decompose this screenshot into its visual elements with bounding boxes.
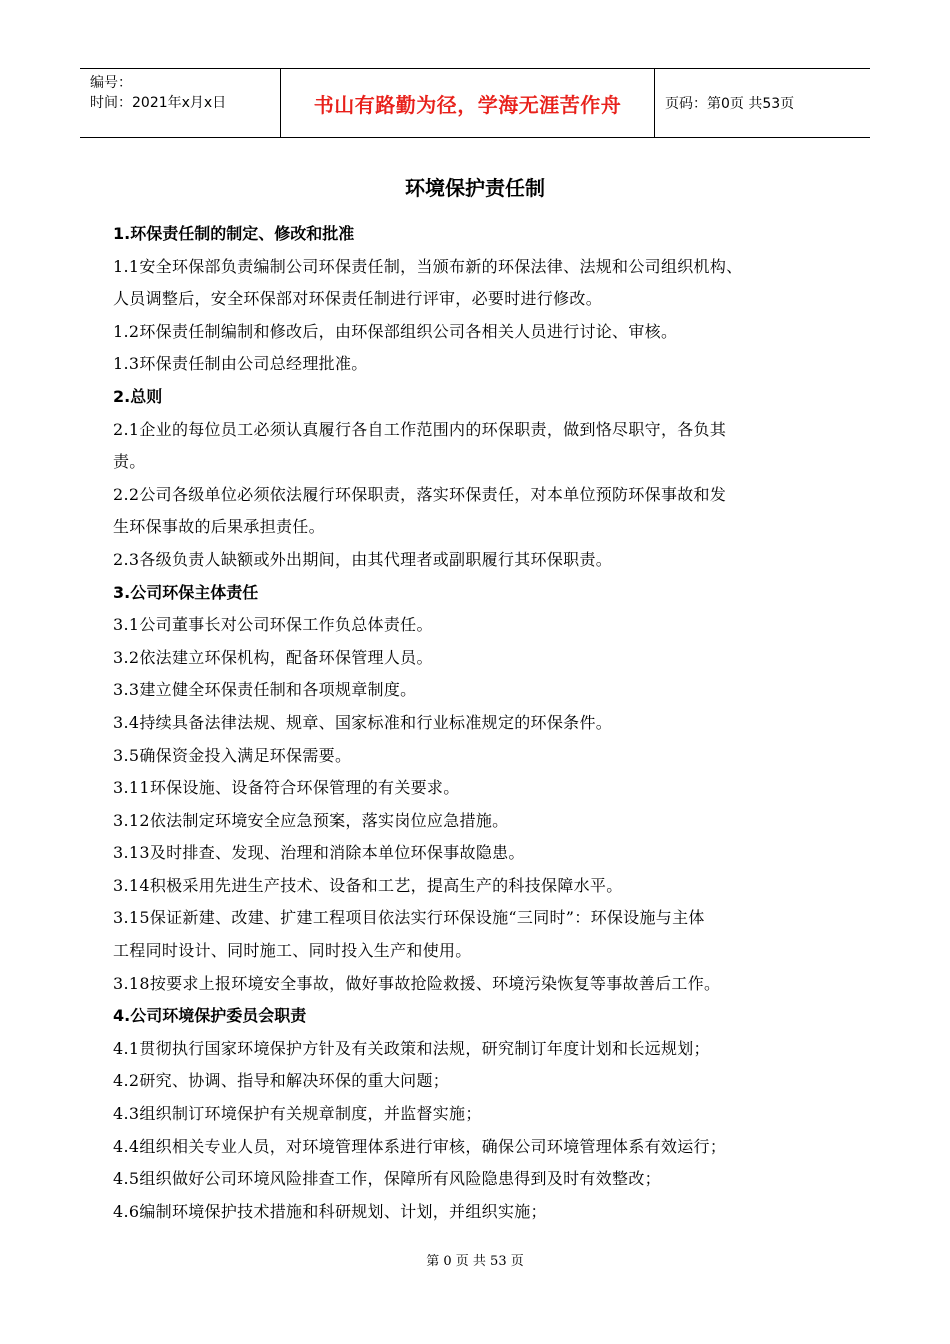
paragraph-line: 责。 [113,452,146,472]
section-heading: 2.总则 [113,386,163,406]
document-number-label: 编号： [90,75,132,91]
paragraph-line: 工程同时设计、同时施工、同时投入生产和使用。 [113,941,472,961]
page-header [80,68,870,138]
paragraph-line: 4.1贯彻执行国家环境保护方针及有关政策和法规，研究制订年度计划和长远规划； [113,1038,710,1058]
paragraph-line: 1.1安全环保部负责编制公司环保责任制，当颁布新的环保法律、法规和公司组织机构、 [113,256,743,276]
paragraph-line: 3.14积极采用先进生产技术、设备和工艺，提高生产的科技保障水平。 [113,875,623,895]
paragraph-line: 2.3各级负责人缺额或外出期间，由其代理者或副职履行其环保职责。 [113,549,613,569]
section-heading: 4.公司环境保护委员会职责 [113,1006,307,1026]
document-date-label: 时间：2021年x月x日 [90,95,227,111]
header-page-info: 页码：第0页 共53页 [665,96,795,112]
section-heading: 1.环保责任制的制定、修改和批准 [113,224,355,243]
paragraph-line: 3.11环保设施、设备符合环保管理的有关要求。 [113,778,460,798]
paragraph-line: 3.5确保资金投入满足环保需要。 [113,745,352,765]
header-motto: 书山有路勤为径，学海无涯苦作舟 [281,69,655,137]
paragraph-line: 1.2环保责任制编制和修改后，由环保部组织公司各相关人员进行讨论、审核。 [113,321,678,341]
paragraph-line: 3.3建立健全环保责任制和各项规章制度。 [113,680,417,700]
paragraph-line: 4.3组织制订环境保护有关规章制度，并监督实施； [113,1104,482,1124]
paragraph-line: 2.2公司各级单位必须依法履行环保职责，落实环保责任，对本单位预防环保事故和发 [113,484,727,504]
header-info-cell [80,69,281,137]
paragraph-line: 2.1企业的每位员工必须认真履行各自工作范围内的环保职责，做到恪尽职守，各负其 [113,419,727,439]
paragraph-line: 4.2研究、协调、指导和解决环保的重大问题； [113,1071,450,1091]
paragraph-line: 生环保事故的后果承担责任。 [113,517,325,537]
paragraph-line: 3.13及时排查、发现、治理和消除本单位环保事故隐患。 [113,843,525,863]
paragraph-line: 4.4组织相关专业人员，对环境管理体系进行审核，确保公司环境管理体系有效运行； [113,1136,727,1156]
paragraph-line: 4.5组织做好公司环境风险排查工作，保障所有风险隐患得到及时有效整改； [113,1169,661,1189]
section-heading: 3.公司环保主体责任 [113,582,259,602]
paragraph-line: 1.3环保责任制由公司总经理批准。 [113,354,368,374]
paragraph-line: 3.18按要求上报环境安全事故，做好事故抢险救援、环境污染恢复等事故善后工作。 [113,973,721,993]
paragraph-line: 3.2依法建立环保机构，配备环保管理人员。 [113,647,433,667]
document-title: 环境保护责任制 [405,176,545,200]
paragraph-line: 3.1公司董事长对公司环保工作负总体责任。 [113,615,433,635]
paragraph-line: 3.15保证新建、改建、扩建工程项目依法实行环保设施“三同时”：环保设施与主体 [113,908,705,928]
document-body [113,218,848,1228]
paragraph-line: 4.6编制环境保护技术措施和科研规划、计划，并组织实施； [113,1201,547,1221]
paragraph-line: 3.12依法制定环境安全应急预案，落实岗位应急措施。 [113,810,509,830]
paragraph-line: 人员调整后，安全环保部对环保责任制进行评审，必要时进行修改。 [113,289,603,309]
paragraph-line: 3.4持续具备法律法规、规章、国家标准和行业标准规定的环保条件。 [113,712,613,732]
page-footer: 第 0 页 共 53 页 [426,1254,524,1269]
